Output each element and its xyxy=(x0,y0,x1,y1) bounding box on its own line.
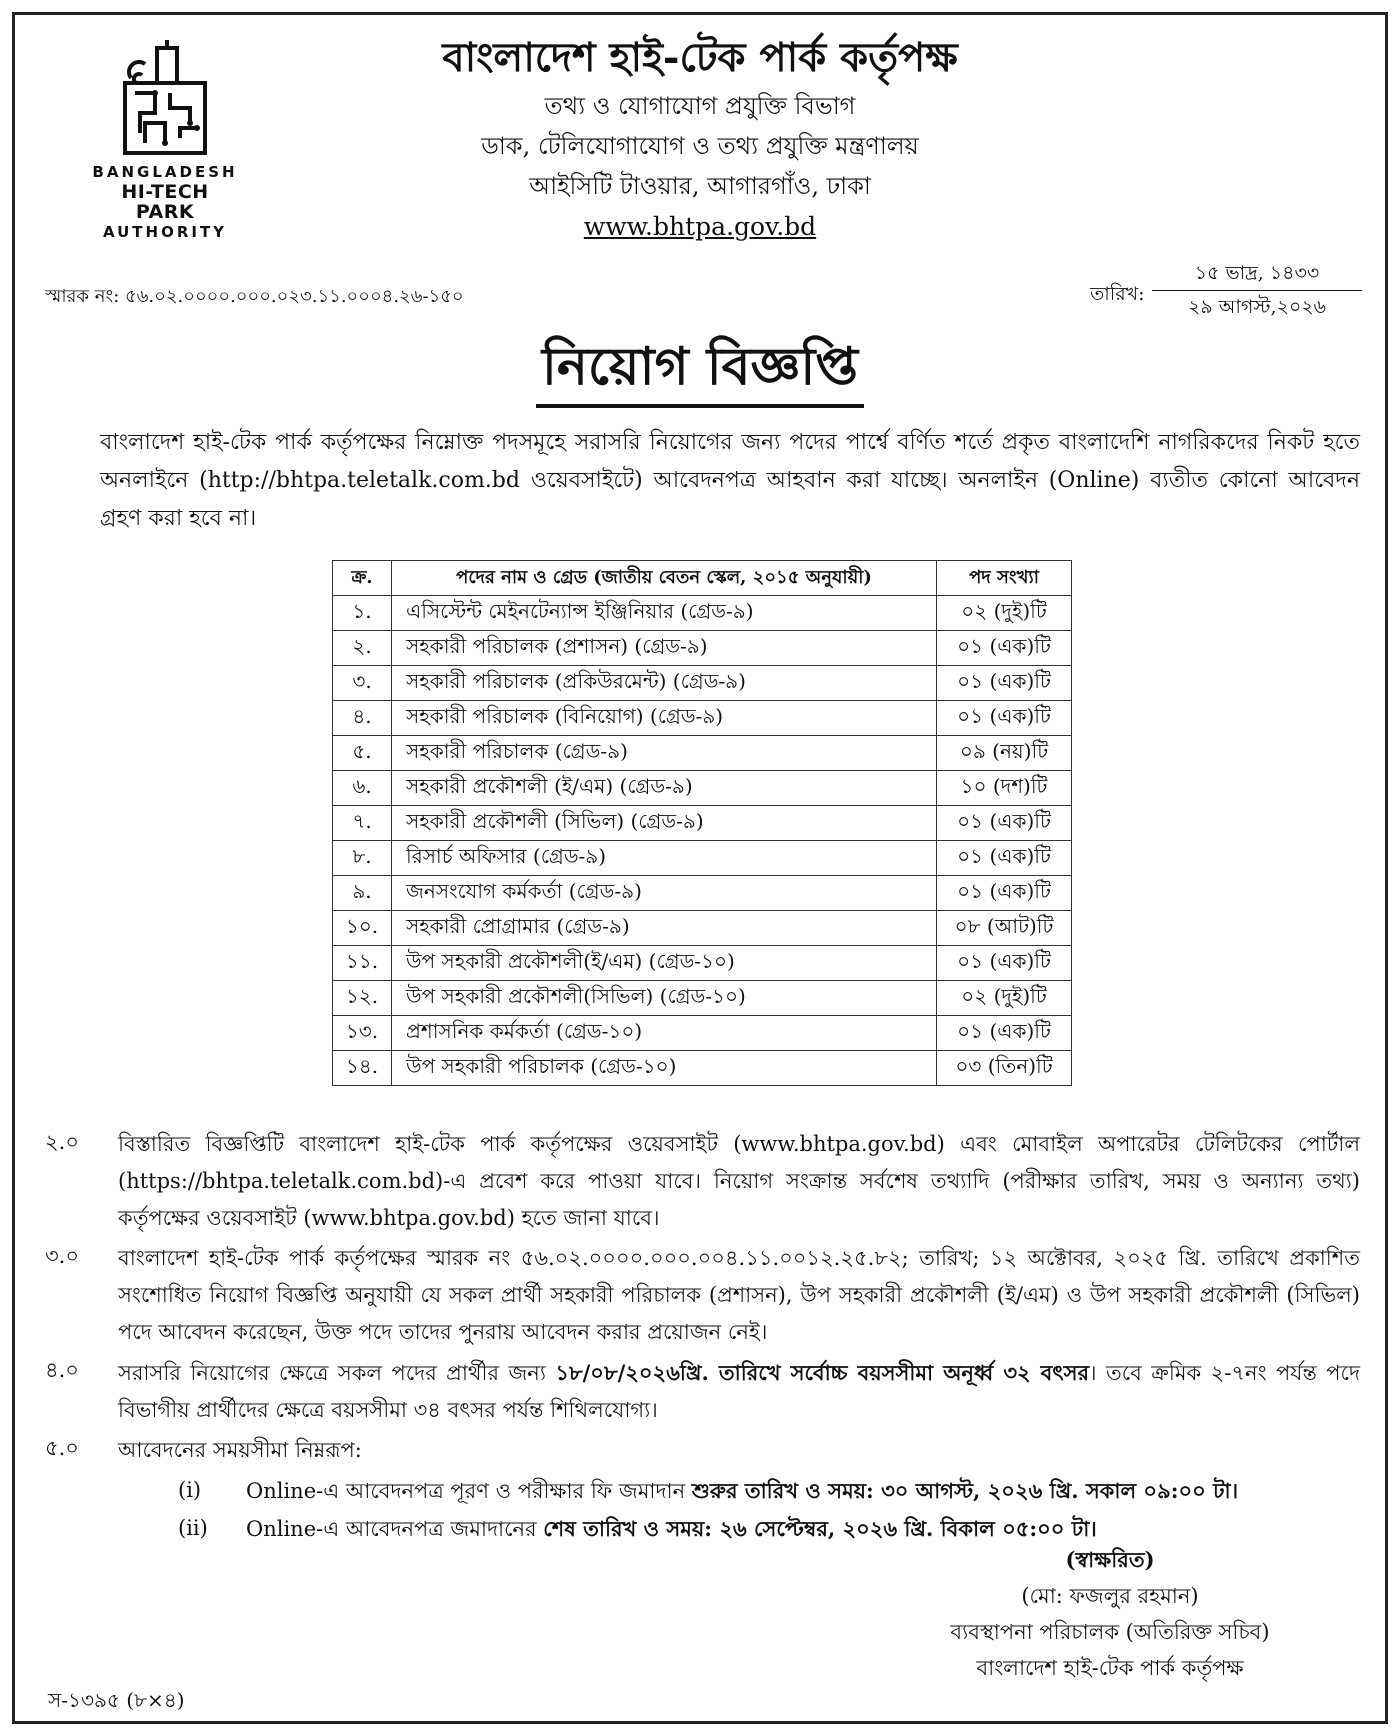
row-post-count: ০৮ (আট)টি xyxy=(937,911,1072,946)
row-post-name: সহকারী প্রকৌশলী (সিভিল) (গ্রেড-৯) xyxy=(392,806,937,841)
signature-block xyxy=(880,1542,1340,1686)
signed-mark: (স্বাক্ষরিত) xyxy=(1065,1547,1155,1572)
signatory-org: বাংলাদেশ হাই-টেক পার্ক কর্তৃপক্ষ xyxy=(976,1656,1244,1680)
row-serial: ১. xyxy=(333,596,392,631)
bhtpa-logo xyxy=(90,38,240,242)
row-post-count: ১০ (দশ)টি xyxy=(937,771,1072,806)
clause-number: ৪.০ xyxy=(45,1358,79,1382)
clause-4 xyxy=(45,1354,1360,1429)
row-serial: ৭. xyxy=(333,806,392,841)
row-serial: ৩. xyxy=(333,666,392,701)
row-serial: ১১. xyxy=(333,946,392,981)
table-row xyxy=(333,736,1072,771)
letterhead xyxy=(300,30,1100,248)
row-post-count: ০১ (এক)টি xyxy=(937,1016,1072,1051)
row-post-count: ০১ (এক)টি xyxy=(937,701,1072,736)
clause-text-part: । তবে ক্রমিক ২-৭নং পর্যন্ত পদে বিভাগীয় প্রার্থীদের ক্ষেত্রে বয়সসীমা ৩৪ বৎসর পর্যন্ত শিথিলযোগ্য। xyxy=(118,1361,1361,1422)
clause-text-part: সরাসরি নিয়োগের ক্ষেত্রে সকল পদের প্রার্থীর জন্য xyxy=(118,1361,556,1385)
row-post-name: সহকারী প্রোগ্রামার (গ্রেড-৯) xyxy=(392,911,937,946)
clause-number: ৩.০ xyxy=(45,1244,79,1268)
signatory-name: (মো: ফজলুর রহমান) xyxy=(1021,1584,1199,1608)
col-post-name: পদের নাম ও গ্রেড (জাতীয় বেতন স্কেল, ২০১৫ অনুযায়ী) xyxy=(392,561,937,596)
clause-text: আবেদনের সময়সীমা নিম্নরূপ: xyxy=(118,1438,362,1462)
notice-clauses xyxy=(45,1126,1360,1548)
row-serial: ৪. xyxy=(333,701,392,736)
row-post-name: উপ সহকারী প্রকৌশলী(ই/এম) (গ্রেড-১০) xyxy=(392,946,937,981)
logo-line-1: BANGLADESH xyxy=(92,163,238,181)
deadline-list xyxy=(118,1472,1360,1548)
row-post-name: সহকারী পরিচালক (প্রশাসন) (গ্রেড-৯) xyxy=(392,631,937,666)
start-date-highlight: শুরুর তারিখ ও সময়: ৩০ আগস্ট, ২০২৬ খ্রি. সকাল ০৯:০০ টা। xyxy=(691,1478,1239,1503)
age-limit-highlight: ১৮/০৮/২০২৬খ্রি. তারিখে সর্বোচ্চ বয়সসীমা অনূর্ধ্ব ৩২ বৎসর xyxy=(555,1360,1090,1385)
row-post-name: সহকারী পরিচালক (বিনিয়োগ) (গ্রেড-৯) xyxy=(392,701,937,736)
logo-line-2: HI-TECH PARK xyxy=(121,181,209,223)
sub-text: Online-এ আবেদনপত্র পূরণ ও পরীক্ষার ফি জমাদান xyxy=(246,1479,692,1503)
row-post-count: ০১ (এক)টি xyxy=(937,876,1072,911)
clause-text: বিস্তারিত বিজ্ঞপ্তিটি বাংলাদেশ হাই-টেক পার্ক কর্তৃপক্ষের ওয়েবসাইট (www.bhtpa.gov.bd) এবং মোবাইল অপারেটর টেলিটকের পোর্টাল (https://bhtpa.teletalk.com.bd)-এ প্রবেশ করে পাওয়া যাবে। নিয়োগ সংক্রান্ত সর্বশেষ তথ্যাদি (পরীক্ষার তারিখ, সময় ও অন্যান্য তথ্য) কর্তৃপক্ষের ওয়েবসাইট (www.bhtpa.gov.bd) হতে জানা যাবে। xyxy=(118,1132,1360,1230)
table-row xyxy=(333,911,1072,946)
table-row xyxy=(333,631,1072,666)
row-post-name: সহকারী পরিচালক (গ্রেড-৯) xyxy=(392,736,937,771)
clause-number: ৫.০ xyxy=(45,1436,79,1460)
row-post-count: ০৯ (নয়)টি xyxy=(937,736,1072,771)
table-row xyxy=(333,1051,1072,1086)
sub-number: (ii) xyxy=(178,1516,208,1540)
table-header-row xyxy=(333,561,1072,596)
table-row xyxy=(333,701,1072,736)
row-post-name: জনসংযোগ কর্মকর্তা (গ্রেড-৯) xyxy=(392,876,937,911)
row-serial: ২. xyxy=(333,631,392,666)
table-row xyxy=(333,666,1072,701)
clause-text: বাংলাদেশ হাই-টেক পার্ক কর্তৃপক্ষের স্মারক নং ৫৬.০২.০০০০.০০০.০০৪.১১.০০১২.২৫.৮২; তারিখ; ১২ অক্টোবর, ২০২৫ খ্রি. তারিখে প্রকাশিত সংশোধিত নিয়োগ বিজ্ঞপ্তি অনুযায়ী যে সকল প্রার্থী সহকারী পরিচালক (প্রশাসন), উপ সহকারী প্রকৌশলী (ই/এম) ও উপ সহকারী প্রকৌশলী (সিভিল) পদে আবেদন করেছেন, উক্ত পদে তাদের পুনরায় আবেদন করার প্রয়োজন নেই। xyxy=(118,1246,1360,1344)
row-post-count: ০২ (দুই)টি xyxy=(937,596,1072,631)
table-row xyxy=(333,981,1072,1016)
signatory-designation: ব্যবস্থাপনা পরিচালক (অতিরিক্ত সচিব) xyxy=(950,1620,1270,1644)
sub-text: Online-এ আবেদনপত্র জমাদানের xyxy=(246,1517,544,1541)
row-post-name: এসিস্টেন্ট মেইনটেন্যান্স ইঞ্জিনিয়ার (গ্রেড-৯) xyxy=(392,596,937,631)
clause-2 xyxy=(45,1126,1360,1237)
row-post-count: ০১ (এক)টি xyxy=(937,631,1072,666)
clause-number: ২.০ xyxy=(45,1130,79,1154)
table-row xyxy=(333,1016,1072,1051)
table-row xyxy=(333,841,1072,876)
row-serial: ১৩. xyxy=(333,1016,392,1051)
row-serial: ৯. xyxy=(333,876,392,911)
date-bangla: ১৫ ভাদ্র, ১৪৩৩ xyxy=(1152,258,1362,291)
clause-text xyxy=(118,1354,1360,1429)
sub-number: (i) xyxy=(178,1478,202,1502)
row-post-count: ০১ (এক)টি xyxy=(937,946,1072,981)
clause-3 xyxy=(45,1240,1360,1351)
memo-number: স্মারক নং: ৫৬.০২.০০০০.০০০.০২৩.১১.০০০৪.২৬-১৫০ xyxy=(45,286,464,307)
row-serial: ৬. xyxy=(333,771,392,806)
table-row xyxy=(333,946,1072,981)
date-label: তারিখ: xyxy=(1090,283,1145,305)
table-row xyxy=(333,876,1072,911)
row-post-count: ০১ (এক)টি xyxy=(937,666,1072,701)
tower-logo-icon xyxy=(115,38,215,158)
row-serial: ১০. xyxy=(333,911,392,946)
row-serial: ৮. xyxy=(333,841,392,876)
website-link[interactable]: www.bhtpa.gov.bd xyxy=(583,212,817,241)
row-post-count: ০২ (দুই)টি xyxy=(937,981,1072,1016)
notice-title: নিয়োগ বিজ্ঞপ্তি xyxy=(536,330,864,408)
publication-code: স-১৩৯৫ (৮×৪) xyxy=(48,1688,185,1712)
deadline-start xyxy=(118,1472,1360,1510)
row-serial: ১৪. xyxy=(333,1051,392,1086)
logo-line-3: AUTHORITY xyxy=(102,223,228,241)
end-date-highlight: শেষ তারিখ ও সময়: ২৬ সেপ্টেম্বর, ২০২৬ খ্রি. বিকাল ০৫:০০ টা। xyxy=(543,1516,1097,1541)
col-post-count: পদ সংখ্যা xyxy=(937,561,1072,596)
row-post-name: সহকারী প্রকৌশলী (ই/এম) (গ্রেড-৯) xyxy=(392,771,937,806)
row-post-name: প্রশাসনিক কর্মকর্তা (গ্রেড-১০) xyxy=(392,1016,937,1051)
col-serial: ক্র. xyxy=(333,561,392,596)
row-post-name: সহকারী পরিচালক (প্রকিউরমেন্ট) (গ্রেড-৯) xyxy=(392,666,937,701)
row-post-name: উপ সহকারী প্রকৌশলী(সিভিল) (গ্রেড-১০) xyxy=(392,981,937,1016)
row-post-count: ০১ (এক)টি xyxy=(937,806,1072,841)
clause-5 xyxy=(45,1432,1360,1469)
date-gregorian: ২৯ আগস্ট,২০২৬ xyxy=(1187,296,1327,318)
row-post-count: ০১ (এক)টি xyxy=(937,841,1072,876)
table-row xyxy=(333,806,1072,841)
org-name: বাংলাদেশ হাই-টেক পার্ক কর্তৃপক্ষ xyxy=(442,34,958,81)
row-serial: ১২. xyxy=(333,981,392,1016)
table-row xyxy=(333,596,1072,631)
ministry-name: ডাক, টেলিযোগাযোগ ও তথ্য প্রযুক্তি মন্ত্রণালয় xyxy=(481,132,919,160)
posts-table xyxy=(332,560,1072,1086)
intro-paragraph: বাংলাদেশ হাই-টেক পার্ক কর্তৃপক্ষের নিম্নোক্ত পদসমূহে সরাসরি নিয়োগের জন্য পদের পার্শ্বে বর্ণিত শর্তে প্রকৃত বাংলাদেশি নাগরিকদের নিকট হতে অনলাইনে (http://bhtpa.teletalk.com.bd ওয়েবসাইটে) আবেদনপত্র আহবান করা যাচ্ছে। অনলাইন (Online) ব্যতীত কোনো আবেদন গ্রহণ করা হবে না। xyxy=(100,430,1360,531)
office-address: আইসিটি টাওয়ার, আগারগাঁও, ঢাকা xyxy=(529,172,871,200)
row-post-name: উপ সহকারী পরিচালক (গ্রেড-১০) xyxy=(392,1051,937,1086)
row-serial: ৫. xyxy=(333,736,392,771)
row-post-name: রিসার্চ অফিসার (গ্রেড-৯) xyxy=(392,841,937,876)
division-name: তথ্য ও যোগাযোগ প্রযুক্তি বিভাগ xyxy=(544,92,856,120)
table-row xyxy=(333,771,1072,806)
row-post-count: ০৩ (তিন)টি xyxy=(937,1051,1072,1086)
